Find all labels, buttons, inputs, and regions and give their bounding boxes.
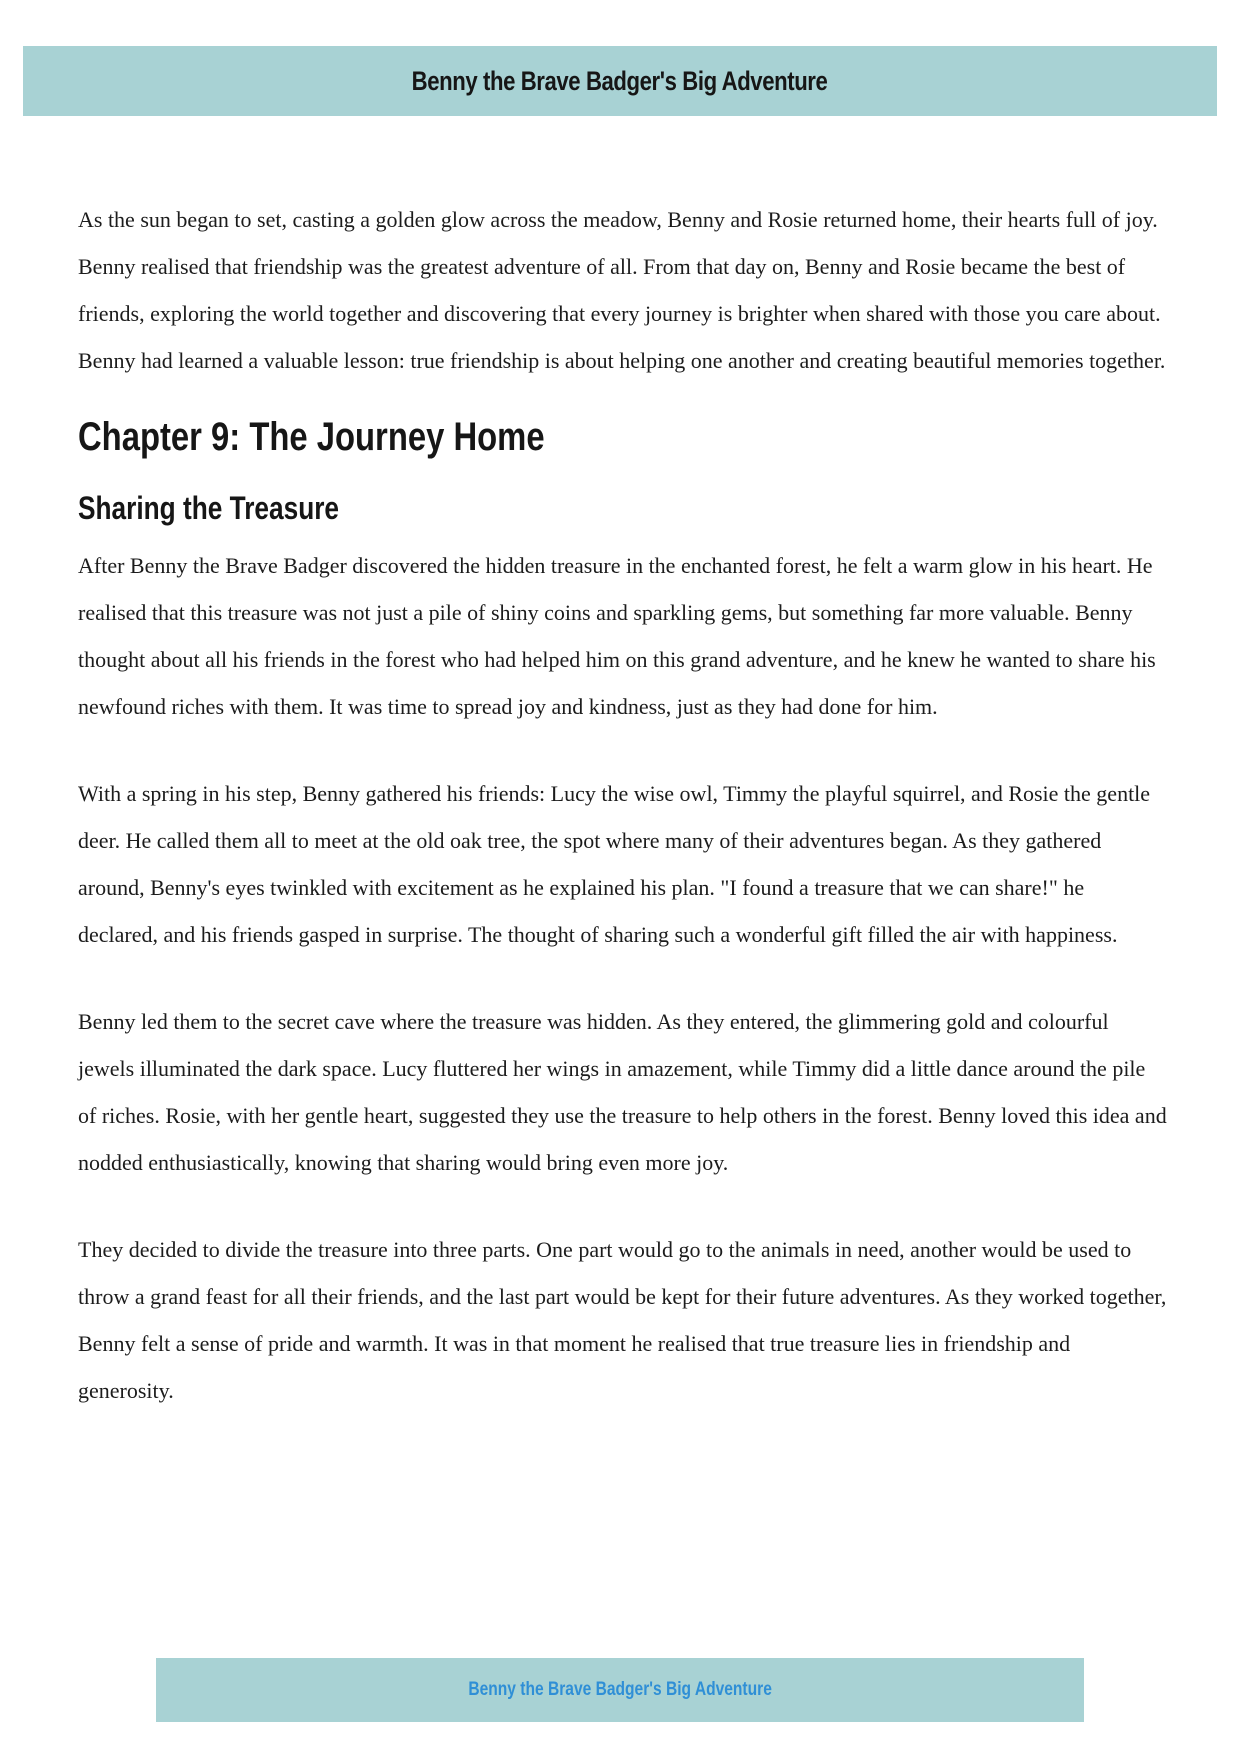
body-paragraph: They decided to divide the treasure into three parts. One part would go to the animals in need, another would be used to throw a grand feast for all their friends, and the last part would be kept for their future adventures. As they worked together, Benny felt a sense of pride and warmth. It was in that moment he realised that true treasure lies in friendship and generosity. [78,1237,1167,1403]
body-paragraph: After Benny the Brave Badger discovered the hidden treasure in the enchanted forest, he felt a warm glow in his heart. He realised that this treasure was not just a pile of shiny coins and sparkling gems, but something far more valuable. Benny thought about all his friends in the forest who had helped him on this grand adventure, and he knew he wanted to share his newfound riches with them. It was time to spread joy and kindness, just as they had done for him. [78,553,1156,719]
footer-title: Benny the Brave Badger's Big Adventure [468,1679,772,1700]
chapter-title: Chapter 9: The Journey Home [78,415,545,459]
page-content [78,196,1168,1454]
intro-paragraph: As the sun began to set, casting a golden glow across the meadow, Benny and Rosie returned home, their hearts full of joy. Benny realised that friendship was the greatest adventure of all. From that day on, Benny and Rosie became the best of friends, exploring the world together and discovering that every journey is brighter when shared with those you care about. Benny had learned a valuable lesson: true friendship is about helping one another and creating beautiful memories together. [78,207,1166,373]
page-footer [156,1658,1084,1722]
page-header [23,46,1217,116]
body-paragraph: Benny led them to the secret cave where the treasure was hidden. As they entered, the glimmering gold and colourful jewels illuminated the dark space. Lucy fluttered her wings in amazement, while Timmy did a little dance around the pile of riches. Rosie, with her gentle heart, suggested they use the treasure to help others in the forest. Benny loved this idea and nodded enthusiastically, knowing that sharing would bring even more joy. [78,1009,1167,1175]
header-title: Benny the Brave Badger's Big Adventure [412,65,828,96]
body-paragraph: With a spring in his step, Benny gathered his friends: Lucy the wise owl, Timmy the playful squirrel, and Rosie the gentle deer. He called them all to meet at the old oak tree, the spot where many of their adventures began. As they gathered around, Benny's eyes twinkled with excitement as he explained his plan. "I found a treasure that we can share!" he declared, and his friends gasped in surprise. The thought of sharing such a wonderful gift filled the air with happiness. [78,781,1151,947]
section-title: Sharing the Treasure [78,490,340,526]
